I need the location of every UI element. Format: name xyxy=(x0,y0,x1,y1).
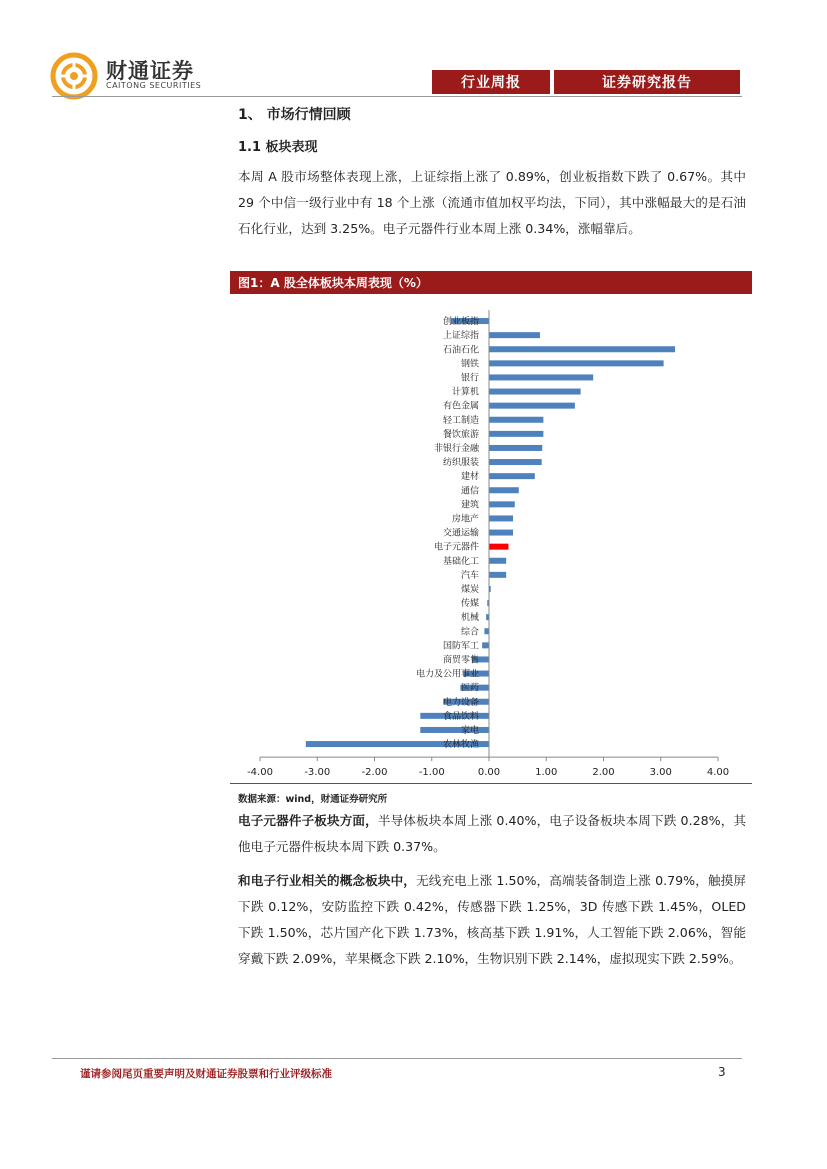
category-label: 机械 xyxy=(460,613,479,624)
bar-24 xyxy=(482,642,489,648)
bar-23 xyxy=(484,628,489,634)
bar-18 xyxy=(489,558,506,564)
concept-sector-paragraph xyxy=(238,868,746,972)
category-label: 钢铁 xyxy=(460,359,479,370)
x-tick-label: 2.00 xyxy=(592,767,615,776)
sub-sector-lead: 电子元器件子板块方面， xyxy=(238,813,378,828)
bar-16 xyxy=(489,530,513,536)
bar-10 xyxy=(489,445,542,451)
sub-sector-text: 半导体板块本周上涨 0.40%，电子设备板块本周下跌 0.28%，其他电子元器件板块本周下跌 0.37%。 xyxy=(238,813,746,854)
category-label: 基础化工 xyxy=(442,556,479,567)
bar-14 xyxy=(489,501,515,507)
sector-performance-chart xyxy=(230,296,752,776)
bar-4 xyxy=(489,360,664,366)
category-label: 建筑 xyxy=(460,500,479,511)
category-label: 国防军工 xyxy=(442,641,479,652)
bar-12 xyxy=(489,473,535,479)
figure-title-bar: 图1：A 股全体板块本周表现（%） xyxy=(230,271,752,294)
x-tick-label: -2.00 xyxy=(361,767,388,776)
category-label: 非银行金融 xyxy=(433,443,479,454)
x-tick-label: 1.00 xyxy=(535,767,558,776)
category-label: 石油石化 xyxy=(442,345,479,356)
header-divider xyxy=(52,96,742,97)
category-label: 综合 xyxy=(460,627,479,638)
category-label: 计算机 xyxy=(451,387,479,398)
category-label: 电子元器件 xyxy=(433,542,479,553)
subsection-heading: 1.1 板块表现 xyxy=(238,140,318,155)
footer-disclaimer: 谨请参阅尾页重要声明及财通证券股票和行业评级标准 xyxy=(80,1068,332,1080)
category-label: 餐饮旅游 xyxy=(442,429,479,440)
category-label: 上证综指 xyxy=(442,331,479,342)
bar-7 xyxy=(489,403,575,409)
logo-chinese-name: 财通证券 xyxy=(106,59,194,83)
bar-2 xyxy=(489,332,540,338)
category-label: 医药 xyxy=(460,683,479,694)
bar-17 xyxy=(489,544,508,550)
category-label: 传媒 xyxy=(460,599,479,610)
page-number: 3 xyxy=(718,1065,726,1079)
bar-8 xyxy=(489,417,543,423)
x-tick-label: -4.00 xyxy=(247,767,273,776)
category-label: 电力设备 xyxy=(442,697,479,708)
bar-3 xyxy=(489,346,675,352)
x-tick-label: 0.00 xyxy=(477,767,501,776)
report-category-tab: 证券研究报告 xyxy=(554,70,740,94)
x-tick-label: -1.00 xyxy=(418,767,445,776)
concept-sector-text: 无线充电上涨 1.50%，高端装备制造上涨 0.79%，触摸屏下跌 0.12%，安防监控下跌 0.42%，传感器下跌 1.25%，3D 传感下跌 1.45%，OLED 下跌 1.50%，芯片国产化下跌 1.73%，核高基下跌 1.91%，人工智能下跌 2.06%，智能穿戴下跌 2.09%，苹果概念下跌 2.10%，生物识别下跌 2.14%，虚拟现实下跌 2.59%。 xyxy=(238,873,746,966)
x-tick-label: 4.00 xyxy=(706,767,730,776)
category-label: 煤炭 xyxy=(460,584,479,595)
category-label: 纺织服装 xyxy=(442,458,479,469)
bar-13 xyxy=(489,487,519,493)
category-label: 汽车 xyxy=(460,570,479,581)
market-review-paragraph: 本周 A 股市场整体表现上涨，上证综指上涨了 0.89%，创业板指数下跌了 0.67%。其中 29 个中信一级行业中有 18 个上涨（流通市值加权平均法，下同），其中涨幅最大的是石油石化行业，达到 3.25%。电子元器件行业本周上涨 0.34%，涨幅靠后。 xyxy=(238,169,746,236)
data-source-note: 数据来源：wind，财通证券研究所 xyxy=(238,794,388,805)
bar-19 xyxy=(489,572,506,578)
section-heading: 1、 市场行情回顾 xyxy=(238,107,351,123)
concept-sector-lead: 和电子行业相关的概念板块中， xyxy=(238,873,417,888)
logo-english-name: CAITONG SECURITIES xyxy=(106,81,202,90)
category-label: 农林牧渔 xyxy=(442,740,479,751)
category-label: 银行 xyxy=(460,373,479,384)
caitong-logo-icon xyxy=(50,52,98,100)
category-label: 有色金属 xyxy=(442,401,479,412)
category-label: 电力及公用事业 xyxy=(415,669,479,680)
bar-6 xyxy=(489,389,581,395)
category-label: 通信 xyxy=(460,486,479,497)
category-label: 家电 xyxy=(460,725,479,736)
category-label: 食品饮料 xyxy=(442,711,479,722)
x-tick-label: 3.00 xyxy=(649,767,672,776)
x-tick-label: -3.00 xyxy=(304,767,331,776)
category-label: 交通运输 xyxy=(442,528,479,539)
category-label: 商贸零售 xyxy=(442,655,479,666)
category-label: 建材 xyxy=(460,472,479,483)
bar-15 xyxy=(489,515,513,521)
category-label: 创业板指 xyxy=(442,317,479,328)
category-label: 轻工制造 xyxy=(442,415,479,426)
report-type-tab: 行业周报 xyxy=(432,70,550,94)
footer-divider xyxy=(52,1058,742,1059)
figure-bottom-rule xyxy=(230,783,752,784)
bar-9 xyxy=(489,431,543,437)
bar-5 xyxy=(489,374,593,380)
sub-sector-paragraph xyxy=(238,808,746,860)
bar-11 xyxy=(489,459,542,465)
category-label: 房地产 xyxy=(451,514,479,525)
